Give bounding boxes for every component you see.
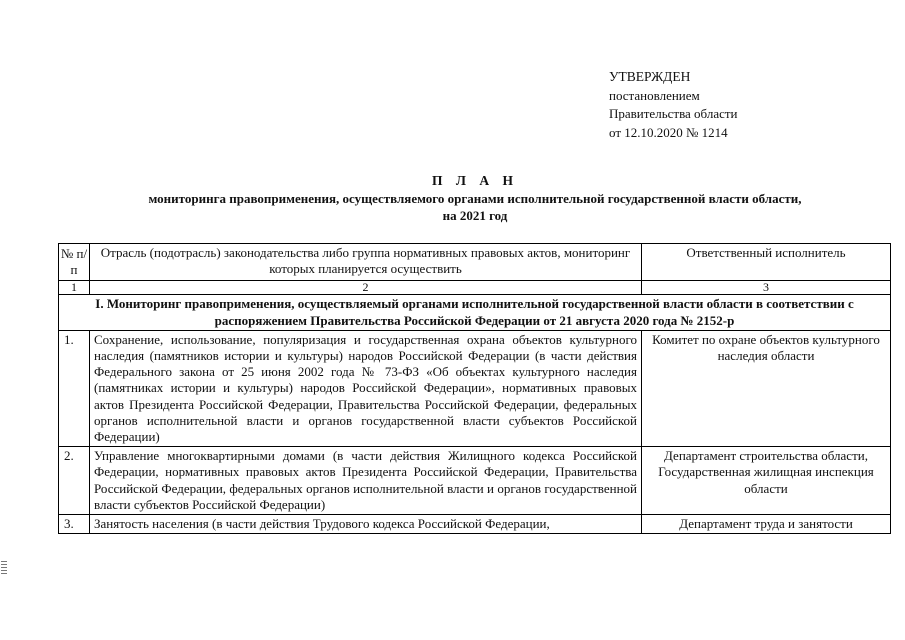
table-header-row (59, 244, 891, 281)
row-executor: Департамент строительства области, Государственная жилищная инспекция области (642, 447, 891, 515)
scan-margin-marks (1, 561, 7, 576)
approval-stamp (609, 68, 738, 142)
row-number: 2. (59, 447, 90, 515)
table-row (59, 447, 891, 515)
approval-line-2: постановлением (609, 87, 700, 103)
row-number: 3. (59, 515, 90, 534)
document-title: П Л А Н (432, 173, 518, 188)
row-number: 1. (59, 330, 90, 446)
column-index: 3 (642, 281, 891, 295)
header-num: № п/п (59, 244, 90, 281)
section-row (59, 295, 891, 330)
column-index: 1 (59, 281, 90, 295)
header-executor: Ответственный исполнитель (642, 244, 891, 281)
header-sector: Отрасль (подотрасль) законодательства либо группа нормативных правовых актов, мониторинг которых планируется осуществить (90, 244, 642, 281)
approval-date: от 12.10.2020 № 1214 (609, 124, 728, 140)
approval-title: УТВЕРЖДЕН (609, 69, 691, 84)
document-year: на 2021 год (442, 208, 508, 223)
table-row (59, 330, 891, 446)
row-executor: Комитет по охране объектов культурного наследия области (642, 330, 891, 446)
row-executor: Департамент труда и занятости (642, 515, 891, 534)
row-text: Сохранение, использование, популяризация и государственная охрана объектов культурного наследия (памятников истории и культуры) народов Российской Федерации (в части действия Федерального закона от 25 июня 2002 года № 73-ФЗ «Об объектах культурного наследия (памятниках истории и культуры) народов Российской Федерации», нормативных правовых актов Президента Российской Федерации, Правительства Российской Федерации, федеральных органов исполнительной власти и органов государственной власти субъектов Российской Федерации) (90, 330, 642, 446)
column-index: 2 (90, 281, 642, 295)
row-text: Управление многоквартирными домами (в части действия Жилищного кодекса Российской Федерации, нормативных правовых актов Президента Российской Федерации, Правительства Российской Федерации, федеральных органов исполнительной власти и органов государственной власти субъектов Российской Федерации) (90, 447, 642, 515)
section-title: I. Мониторинг правоприменения, осуществляемый органами исполнительной государственной власти области в соответствии с распоряжением Правительства Российской Федерации от 21 августа 2020 года № 2152-р (59, 295, 891, 330)
column-index-row (59, 281, 891, 295)
row-text: Занятость населения (в части действия Трудового кодекса Российской Федерации, (90, 515, 642, 534)
document-subtitle: мониторинга правоприменения, осуществляемого органами исполнительной государственной власти области, (148, 191, 802, 206)
plan-table (58, 243, 891, 534)
document-heading (60, 172, 890, 224)
table-row (59, 515, 891, 534)
approval-line-3: Правительства области (609, 106, 738, 121)
